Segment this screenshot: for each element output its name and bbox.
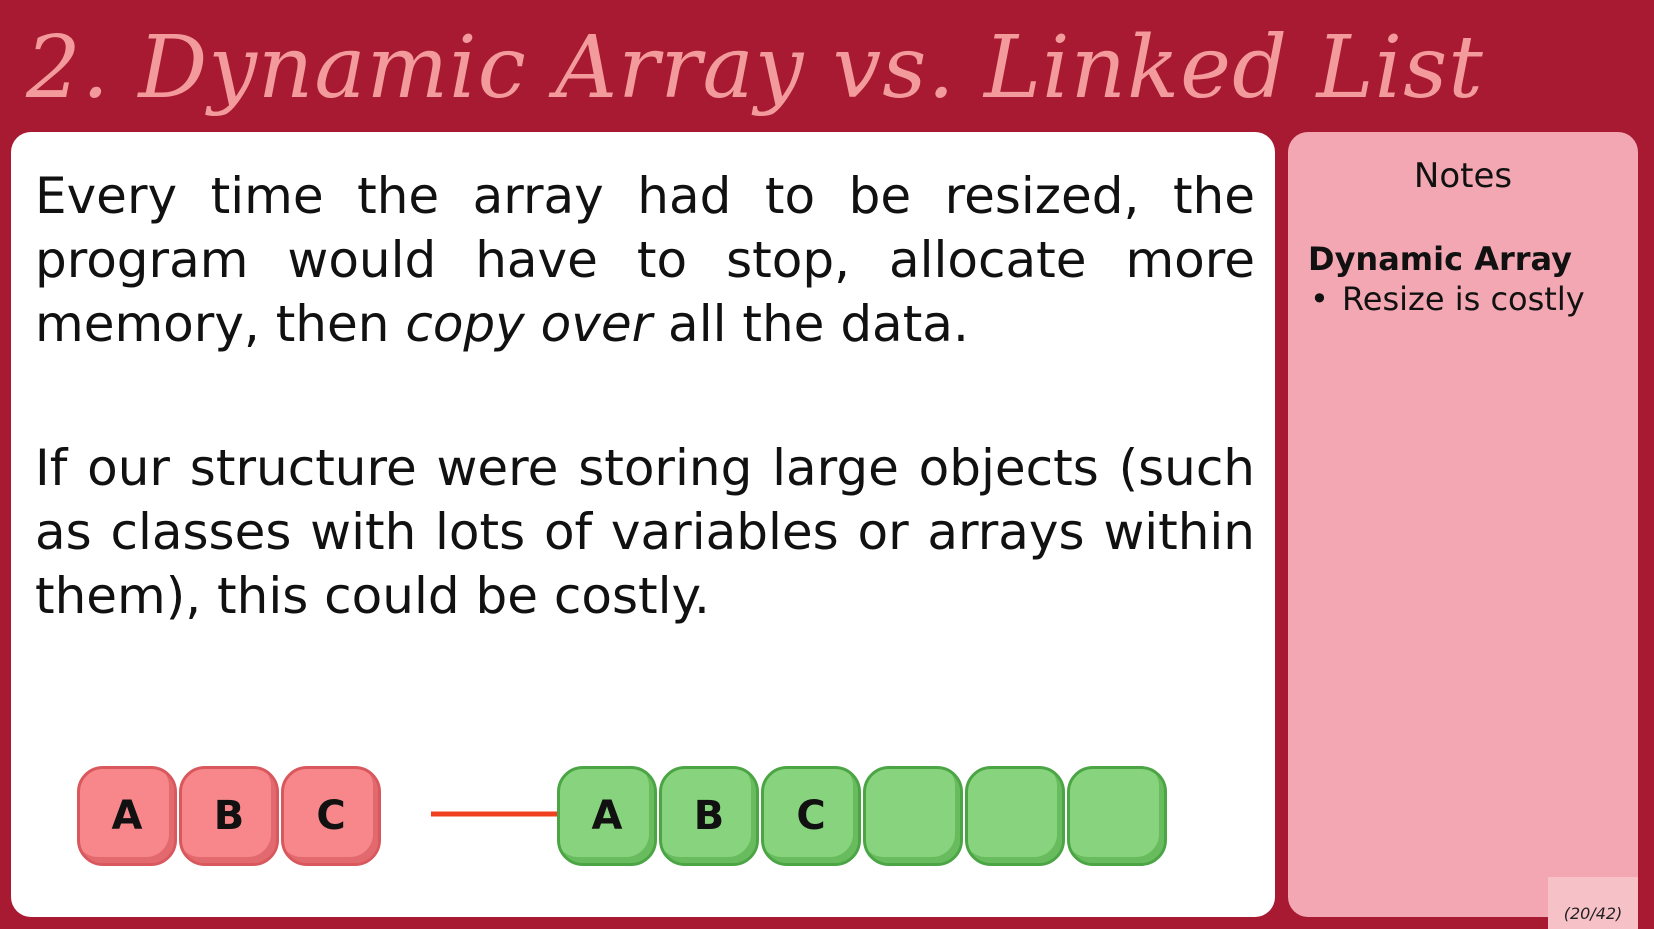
notes-subheading: Dynamic Array: [1308, 240, 1573, 278]
notes-panel: [1288, 132, 1638, 917]
paragraph-1-text-after: all the data.: [652, 295, 969, 353]
resized-array-cell-4: [965, 766, 1065, 866]
source-array-cell-1: B: [179, 766, 279, 866]
source-array-cell-2: C: [281, 766, 381, 866]
paragraph-resize-explanation: [35, 164, 1255, 356]
paragraph-1-emphasis: copy over: [405, 295, 653, 353]
array-resize-diagram: [77, 748, 1247, 872]
notes-list-item: • Resize is costly: [1308, 280, 1585, 318]
paragraph-1-text-before: Every time the array had to be resized, the program would have to stop, allocate more memory, then: [35, 167, 1255, 353]
slide-title: 2. Dynamic Array vs. Linked List: [26, 18, 1484, 118]
page-counter: (20/42): [1548, 877, 1638, 929]
resized-array-cell-2: C: [761, 766, 861, 866]
paragraph-cost-explanation: If our structure were storing large objects (such as classes with lots of variables or arrays within them), this could be costly.: [35, 439, 1255, 625]
resized-array-cell-5: [1067, 766, 1167, 866]
notes-heading: Notes: [1413, 156, 1513, 196]
notes-list: [1308, 280, 1585, 318]
resized-array-cell-0: A: [557, 766, 657, 866]
resized-array-cell-3: [863, 766, 963, 866]
source-array-cell-0: A: [77, 766, 177, 866]
content-panel: [11, 132, 1275, 917]
resized-array-cell-1: B: [659, 766, 759, 866]
